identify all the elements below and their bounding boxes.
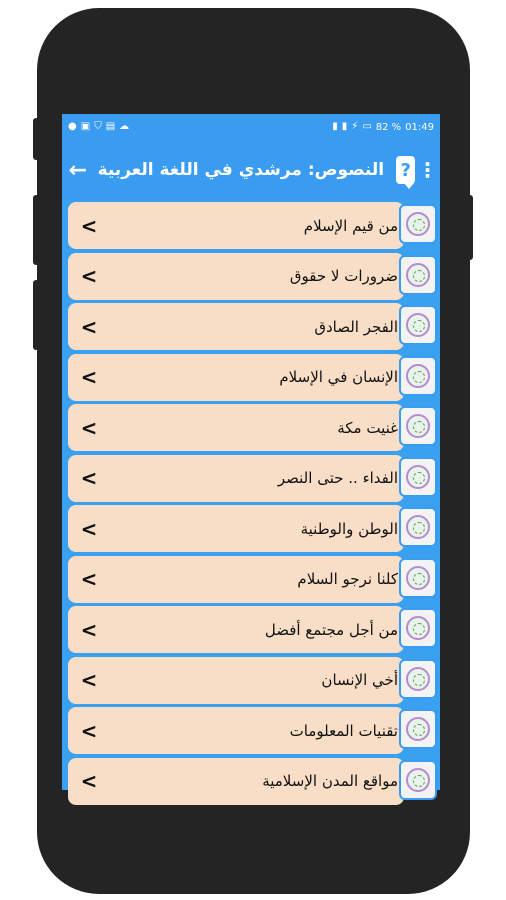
list-item-card[interactable] xyxy=(68,354,404,401)
list-item-label: الفجر الصادق xyxy=(314,317,398,336)
charging-icon: ⚡ xyxy=(351,121,359,132)
signal-icon: ▮ xyxy=(332,121,338,132)
chevron-left-icon: < xyxy=(80,466,98,490)
list-item-card[interactable] xyxy=(68,556,404,603)
list-item[interactable] xyxy=(62,200,440,251)
list-item-label: تقنيات المعلومات xyxy=(289,721,398,740)
phone-side-button xyxy=(467,195,473,260)
list-item-label: من أجل مجتمع أفضل xyxy=(264,620,398,639)
list-item[interactable] xyxy=(62,352,440,403)
phone-side-button xyxy=(33,195,39,265)
chevron-left-icon: < xyxy=(80,213,98,238)
list-item[interactable] xyxy=(62,301,440,352)
chevron-left-icon: < xyxy=(80,567,98,591)
item-thumbnail xyxy=(399,204,437,244)
list-item[interactable] xyxy=(62,655,440,706)
item-thumbnail xyxy=(399,760,437,800)
item-thumbnail xyxy=(399,507,437,547)
page-title: النصوص: مرشدي في اللغة العربية xyxy=(97,160,385,180)
chevron-left-icon: < xyxy=(80,617,98,642)
list-item-label: غنيت مكة xyxy=(337,418,398,437)
list-item[interactable] xyxy=(62,705,440,756)
item-thumbnail xyxy=(399,457,437,497)
item-thumbnail xyxy=(399,709,437,749)
status-notifications xyxy=(68,122,129,132)
emblem-icon xyxy=(406,212,430,236)
chevron-left-icon: < xyxy=(80,415,98,440)
chevron-left-icon: < xyxy=(80,365,98,389)
chevron-left-icon: < xyxy=(80,718,98,743)
emblem-icon xyxy=(406,616,430,640)
item-thumbnail xyxy=(399,356,437,396)
emblem-icon xyxy=(406,263,430,287)
list-item-card[interactable] xyxy=(68,657,404,704)
lessons-list xyxy=(62,200,440,806)
clock: 01:49 xyxy=(405,121,434,133)
phone-side-button xyxy=(33,280,39,350)
list-item[interactable] xyxy=(62,604,440,655)
help-bubble-icon[interactable]: ? xyxy=(396,156,415,184)
chevron-left-icon: < xyxy=(80,769,98,793)
chevron-left-icon: < xyxy=(80,264,98,288)
item-thumbnail xyxy=(399,659,437,699)
list-item-label: الفداء .. حتى النصر xyxy=(277,469,398,487)
list-item-card[interactable] xyxy=(68,606,404,653)
status-bar xyxy=(62,114,440,140)
list-item-card[interactable] xyxy=(68,202,404,249)
clipboard-icon: ▤ xyxy=(105,121,116,132)
emblem-icon xyxy=(406,768,430,792)
item-thumbnail xyxy=(399,255,437,295)
list-item-label: من قيم الإسلام xyxy=(303,216,398,235)
chevron-left-icon: < xyxy=(80,516,98,541)
list-item[interactable] xyxy=(62,756,440,807)
emblem-icon xyxy=(406,515,430,539)
chevron-left-icon: < xyxy=(80,668,98,692)
list-item-label: ضرورات لا حقوق xyxy=(289,267,398,285)
list-item-label: أخي الإنسان xyxy=(321,671,398,689)
app-screen xyxy=(62,114,440,793)
shield-icon: ⛉ xyxy=(94,121,102,132)
emblem-icon xyxy=(406,414,430,438)
list-item[interactable] xyxy=(62,402,440,453)
cloud-icon: ☁ xyxy=(119,121,130,132)
emblem-icon xyxy=(406,465,430,489)
list-item-card[interactable] xyxy=(68,303,404,350)
list-item-card[interactable] xyxy=(68,758,404,805)
list-item[interactable] xyxy=(62,453,440,504)
arrow-left-icon[interactable]: ← xyxy=(68,157,87,183)
list-item[interactable] xyxy=(62,554,440,605)
emblem-icon xyxy=(406,717,430,741)
list-item-card[interactable] xyxy=(68,707,404,754)
chevron-left-icon: < xyxy=(80,314,98,339)
list-item-card[interactable] xyxy=(68,505,404,552)
list-item[interactable] xyxy=(62,251,440,302)
signal-icon: ▮ xyxy=(341,121,348,132)
list-item-label: الإنسان في الإسلام xyxy=(279,368,398,386)
list-item[interactable] xyxy=(62,503,440,554)
item-thumbnail xyxy=(399,406,437,446)
list-item-card[interactable] xyxy=(68,455,404,502)
emblem-icon xyxy=(406,364,430,388)
status-system xyxy=(332,122,434,133)
phone-side-button xyxy=(33,118,39,160)
list-item-card[interactable] xyxy=(68,253,404,300)
emblem-icon xyxy=(406,667,430,691)
notification-dot-icon: ● xyxy=(68,121,77,132)
item-thumbnail xyxy=(399,608,437,648)
app-bar xyxy=(62,140,440,200)
image-icon: ▣ xyxy=(80,121,91,132)
item-thumbnail xyxy=(399,558,437,598)
list-item-label: الوطن والوطنية xyxy=(300,519,398,538)
list-item-label: كلنا نرجو السلام xyxy=(297,570,398,588)
list-item-label: مواقع المدن الإسلامية xyxy=(262,772,398,790)
more-vertical-icon[interactable]: ⋮ xyxy=(417,158,438,182)
battery-icon: ▭ xyxy=(362,121,372,132)
list-item-card[interactable] xyxy=(68,404,404,451)
battery-level: 82 % xyxy=(375,121,402,133)
item-thumbnail xyxy=(399,305,437,345)
emblem-icon xyxy=(406,313,430,337)
emblem-icon xyxy=(406,566,430,590)
